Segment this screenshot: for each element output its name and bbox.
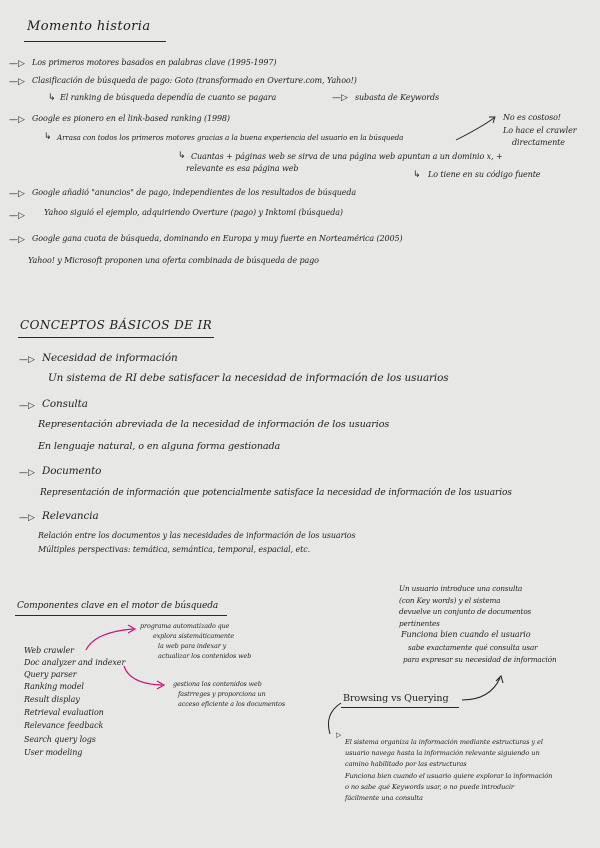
componente-item: Doc analyzer and indexer	[24, 658, 126, 667]
concepto-head-1: Necesidad de información	[42, 352, 178, 364]
historia-item-5: Yahoo siguió el ejemplo, adquiriendo Overture (pago) y Inktomi (búsqueda)	[44, 208, 343, 217]
bullet-arrow-icon: —▷	[9, 189, 25, 199]
crawler-pink-arrow	[86, 629, 133, 650]
google-sub: Arrasa con todos los primeros motores gracias a la buena experiencia del usuario en la búsqueda	[57, 133, 404, 142]
arrow-right-icon: ▷	[336, 731, 342, 739]
componente-item: Query parser	[24, 670, 77, 679]
concepto-line-2a: Representación abreviada de la necesidad de información de los usuarios	[38, 419, 390, 430]
bullet-arrow-icon: —▷	[19, 401, 35, 411]
ranking-note-1: Cuantas + páginas web se sirva de una página web apuntan a un dominio x, +	[191, 152, 503, 161]
querying-note-7: para expresar su necesidad de información	[403, 655, 557, 664]
browsing-note-2: usuario navega hasta la información relevante siguiendo un	[345, 749, 540, 757]
sub-arrow-icon: ↳	[178, 151, 186, 161]
ranking-note-b: Lo tiene en su código fuente	[428, 170, 541, 179]
crawler-note-3: la web para indexar y	[158, 642, 227, 650]
concepto-line-2b: En lenguaje natural, o en alguna forma gestionada	[38, 441, 281, 452]
querying-note-6: sabe exactamente qué consulta usar	[408, 643, 538, 652]
google-note-2: Lo hace el crawler	[503, 126, 577, 135]
bullet-arrow-icon: —▷	[19, 513, 35, 523]
historia-title: Momento historia	[27, 19, 151, 34]
crawler-note-2: explora sistemáticamente	[153, 632, 234, 640]
browsing-note-1: El sistema organiza la información mediante estructuras y el	[345, 738, 543, 746]
concepto-head-2: Consulta	[42, 398, 88, 410]
concepto-line-3a: Representación de información que potencialmente satisface la necesidad de información de los usuarios	[40, 488, 512, 498]
concepto-line-4b: Múltiples perspectivas: temática, semántica, temporal, espacial, etc.	[38, 545, 311, 554]
componentes-title: Componentes clave en el motor de búsqueda	[17, 601, 219, 611]
querying-note-5: Funciona bien cuando el usuario	[401, 630, 531, 639]
componente-item: Ranking model	[24, 682, 84, 691]
componente-item: Result display	[24, 695, 80, 704]
bullet-arrow-icon: —▷	[9, 235, 25, 245]
indexer-note-2: fastrreges y proporciona un	[178, 690, 266, 698]
indexer-note-3: acceso eficiente a los documentos	[178, 700, 286, 708]
concepto-line-1a: Un sistema de RI debe satisfacer la necesidad de información de los usuarios	[48, 372, 449, 384]
querying-note-1: Un usuario introduce una consulta	[399, 584, 523, 593]
google-note-3: directamente	[512, 138, 565, 147]
historia-item-1: Los primeros motores basados en palabras clave (1995-1997)	[32, 58, 277, 67]
componente-item: Relevance feedback	[24, 721, 104, 730]
historia-item-2: Clasificación de búsqueda de pago: Goto (transformado en Overture.com, Yahoo!)	[32, 76, 357, 85]
historia-item-4: Google añadió "anuncios" de pago, independientes de los resultados de búsqueda	[32, 188, 357, 197]
browsing-note-4: Funciona bien cuando el usuario quiere explorar la información	[345, 772, 553, 780]
componente-item: Web crawler	[24, 646, 74, 655]
componente-item: User modeling	[24, 748, 83, 757]
google-note-arrow	[456, 118, 494, 140]
indexer-note-1: gestiona los contenidos web	[173, 680, 262, 688]
bullet-arrow-icon: —▷	[19, 355, 35, 365]
ranking-note-2: relevante es esa página web	[186, 164, 299, 173]
componente-item: Search query logs	[24, 735, 96, 744]
concepto-head-3: Documento	[42, 465, 102, 477]
goto-sub-b: subasta de Keywords	[355, 93, 440, 102]
historia-item-3: Google es pionero en el link-based ranking (1998)	[32, 114, 230, 123]
concepto-head-4: Relevancia	[42, 510, 99, 522]
conceptos-title: CONCEPTOS BÁSICOS DE IR	[20, 318, 213, 332]
browsing-note-5: o no sabe qué Keywords usar, o no puede introducir	[345, 783, 514, 791]
yahoo-msft-note: Yahoo! y Microsoft proponen una oferta combinada de búsqueda de pago	[28, 256, 319, 265]
bullet-arrow-icon: —▷	[9, 115, 25, 125]
bullet-arrow-icon: —▷	[9, 59, 25, 69]
google-note-1: No es costoso!	[503, 113, 561, 122]
browsing-vs-querying-label: Browsing vs Querying	[343, 693, 449, 704]
browsing-arrow	[328, 703, 341, 734]
sub-arrow-icon: ↳	[44, 132, 52, 142]
componente-item: Retrieval evaluation	[24, 708, 104, 717]
sub-arrow-icon: ↳	[413, 170, 421, 180]
querying-note-4: pertinentes	[399, 619, 440, 628]
goto-sub-a: El ranking de búsqueda dependía de cuanto se pagara	[60, 93, 277, 102]
crawler-note-4: actualizar los contenidos web	[158, 652, 252, 660]
arrowhead	[489, 117, 495, 123]
bullet-arrow-icon: —▷	[9, 211, 25, 221]
concepto-line-4a: Relación entre los documentos y las necesidades de información de los usuarios	[38, 531, 356, 540]
historia-item-6: Google gana cuota de búsqueda, dominando en Europa y muy fuerte en Norteamérica (2005)	[32, 234, 403, 243]
querying-arrow	[462, 678, 500, 700]
bullet-arrow-icon: —▷	[19, 468, 35, 478]
querying-note-2: (con Key words) y el sistema	[399, 596, 501, 605]
crawler-note-1: programa automatizado que	[140, 622, 230, 630]
browsing-note-6: fácilmente una consulta	[345, 794, 423, 802]
arrow-right-icon: —▷	[332, 93, 348, 103]
querying-note-3: devuelve un conjunto de documentos	[399, 607, 532, 616]
browsing-note-3: camino habilitado por las estructuras	[345, 760, 467, 768]
sub-arrow-icon: ↳	[48, 93, 56, 103]
indexer-pink-arrow	[124, 666, 162, 685]
bullet-arrow-icon: —▷	[9, 77, 25, 87]
